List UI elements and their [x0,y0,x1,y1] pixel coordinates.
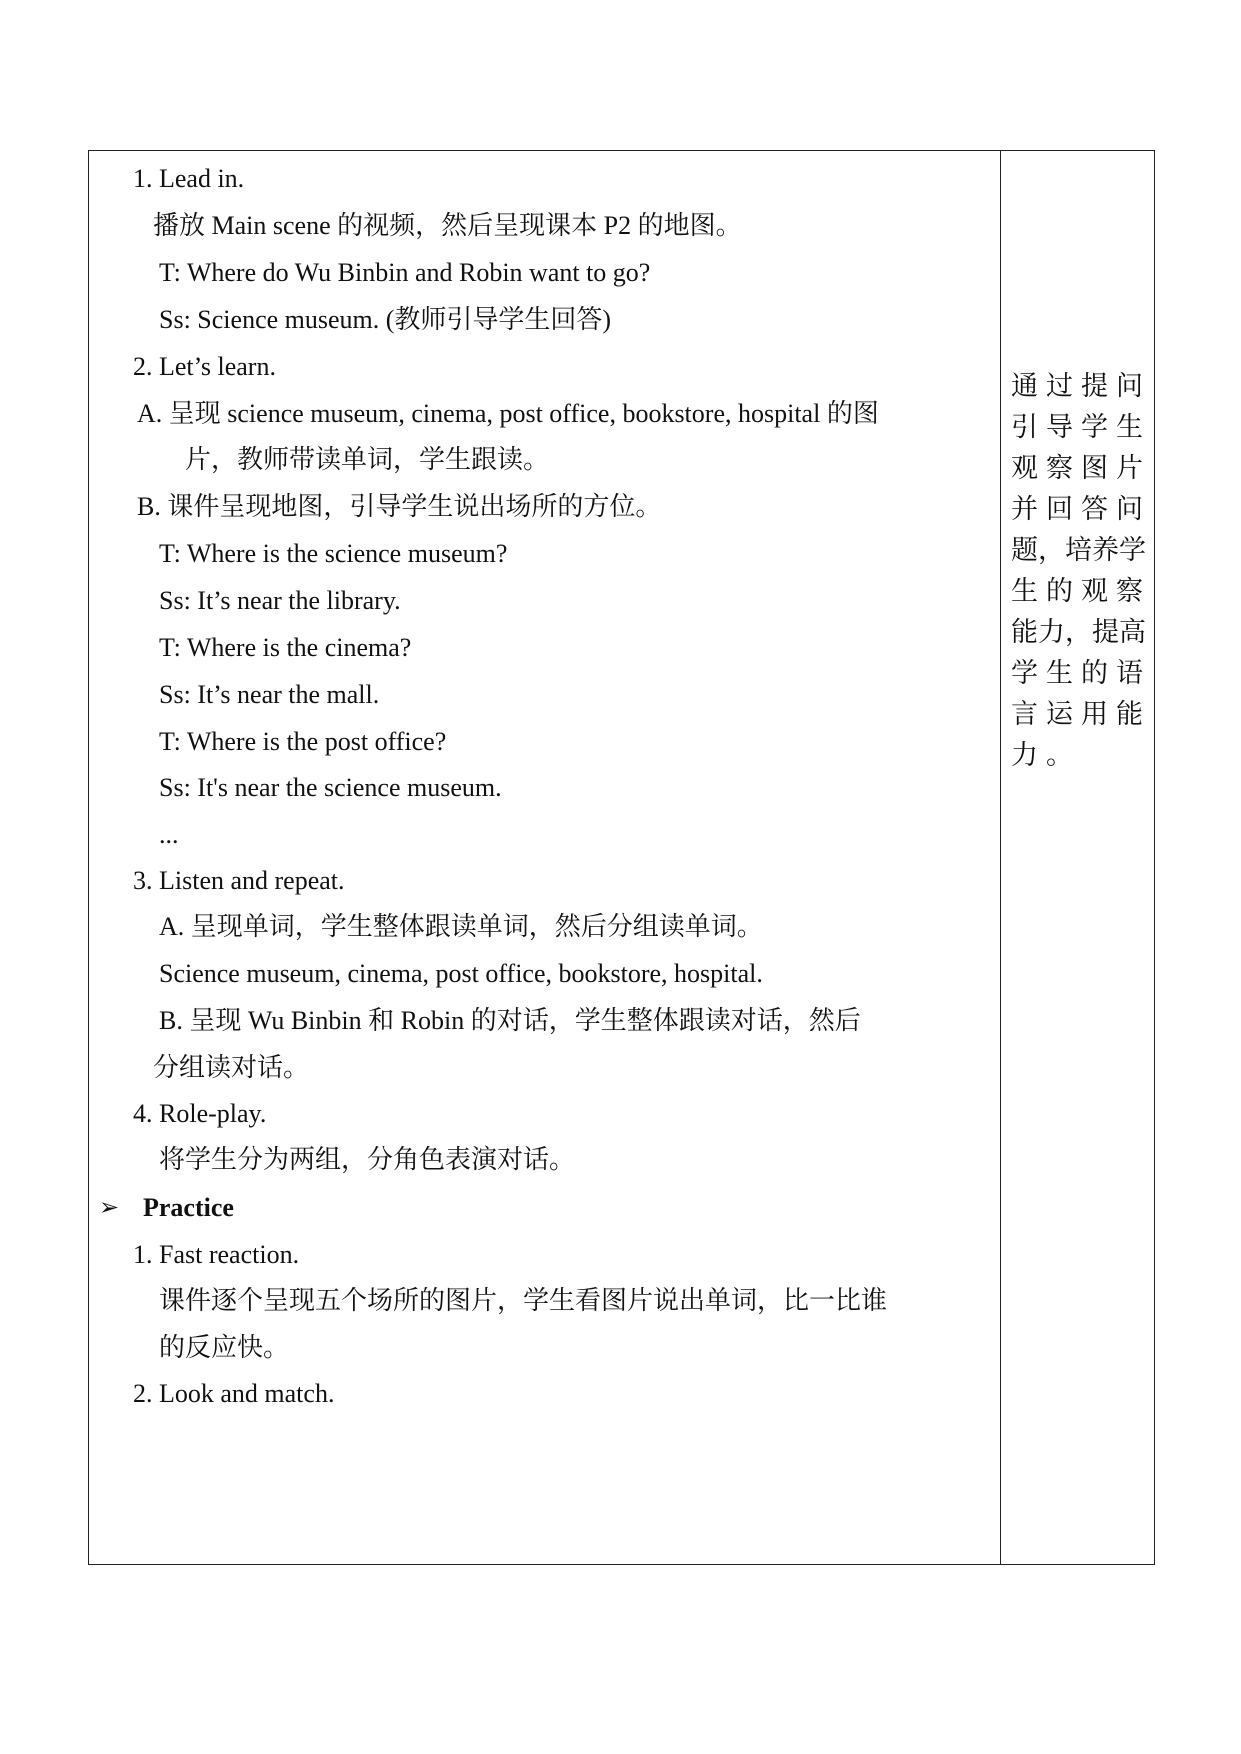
side-note-line: 生的观察 [1011,576,1151,606]
dialogue-line: T: Where is the cinema? [159,633,412,662]
ellipsis: ... [159,820,179,849]
dialogue-line: Ss: It’s near the mall. [159,680,380,709]
role-play-instruction: 将学生分为两组，分角色表演对话。 [159,1145,576,1174]
repeat-item-b-continued: 分组读对话。 [153,1053,310,1082]
step-listen-repeat: 3. Listen and repeat. [133,866,345,895]
side-note-line: 并回答问 [1011,494,1151,524]
lesson-table [88,150,1155,1565]
step-lets-learn: 2. Let’s learn. [133,352,276,381]
arrow-bullet-icon: ➢ [99,1195,120,1221]
dialogue-line: Ss: It’s near the library. [159,586,401,615]
side-note-line: 引导学生 [1011,412,1151,442]
repeat-item-a: A. 呈现单词，学生整体跟读单词，然后分组读单词。 [159,912,763,941]
side-note-line: 通过提问 [1011,371,1151,401]
learn-item-a: A. 呈现 science museum, cinema, post office, bookstore, hospital 的图 [137,399,879,428]
dialogue-line: Ss: Science museum. (教师引导学生回答) [159,305,612,334]
repeat-item-b: B. 呈现 Wu Binbin 和 Robin 的对话，学生整体跟读对话，然后 [159,1006,861,1035]
fast-reaction-instruction: 课件逐个呈现五个场所的图片，学生看图片说出单词，比一比谁 [159,1286,888,1315]
side-note-line: 题，培养学 [1011,535,1146,565]
side-note-line: 力。 [1011,740,1081,770]
step-fast-reaction: 1. Fast reaction. [133,1240,300,1269]
step-look-match: 2. Look and match. [133,1379,335,1408]
word-list: Science museum, cinema, post office, bookstore, hospital. [159,959,763,988]
dialogue-line: T: Where is the post office? [159,727,447,756]
learn-item-b: B. 课件呈现地图，引导学生说出场所的方位。 [137,492,662,521]
dialogue-line: T: Where do Wu Binbin and Robin want to go? [159,258,651,287]
fast-reaction-instruction-continued: 的反应快。 [159,1333,290,1362]
section-heading-practice: Practice [143,1193,234,1222]
dialogue-line: Ss: It's near the science museum. [159,773,502,802]
step-role-play: 4. Role-play. [133,1099,267,1128]
dialogue-line: T: Where is the science museum? [159,539,508,568]
side-note-line: 观察图片 [1011,453,1151,483]
learn-item-a-continued: 片，教师带读单词，学生跟读。 [185,445,550,474]
side-note-line: 能力，提高 [1011,617,1146,647]
lead-in-instruction: 播放 Main scene 的视频，然后呈现课本 P2 的地图。 [153,211,742,240]
column-divider [1000,151,1001,1564]
side-note-line: 言运用能 [1011,699,1151,729]
side-note-line: 学生的语 [1011,658,1151,688]
step-lead-in: 1. Lead in. [133,164,245,193]
